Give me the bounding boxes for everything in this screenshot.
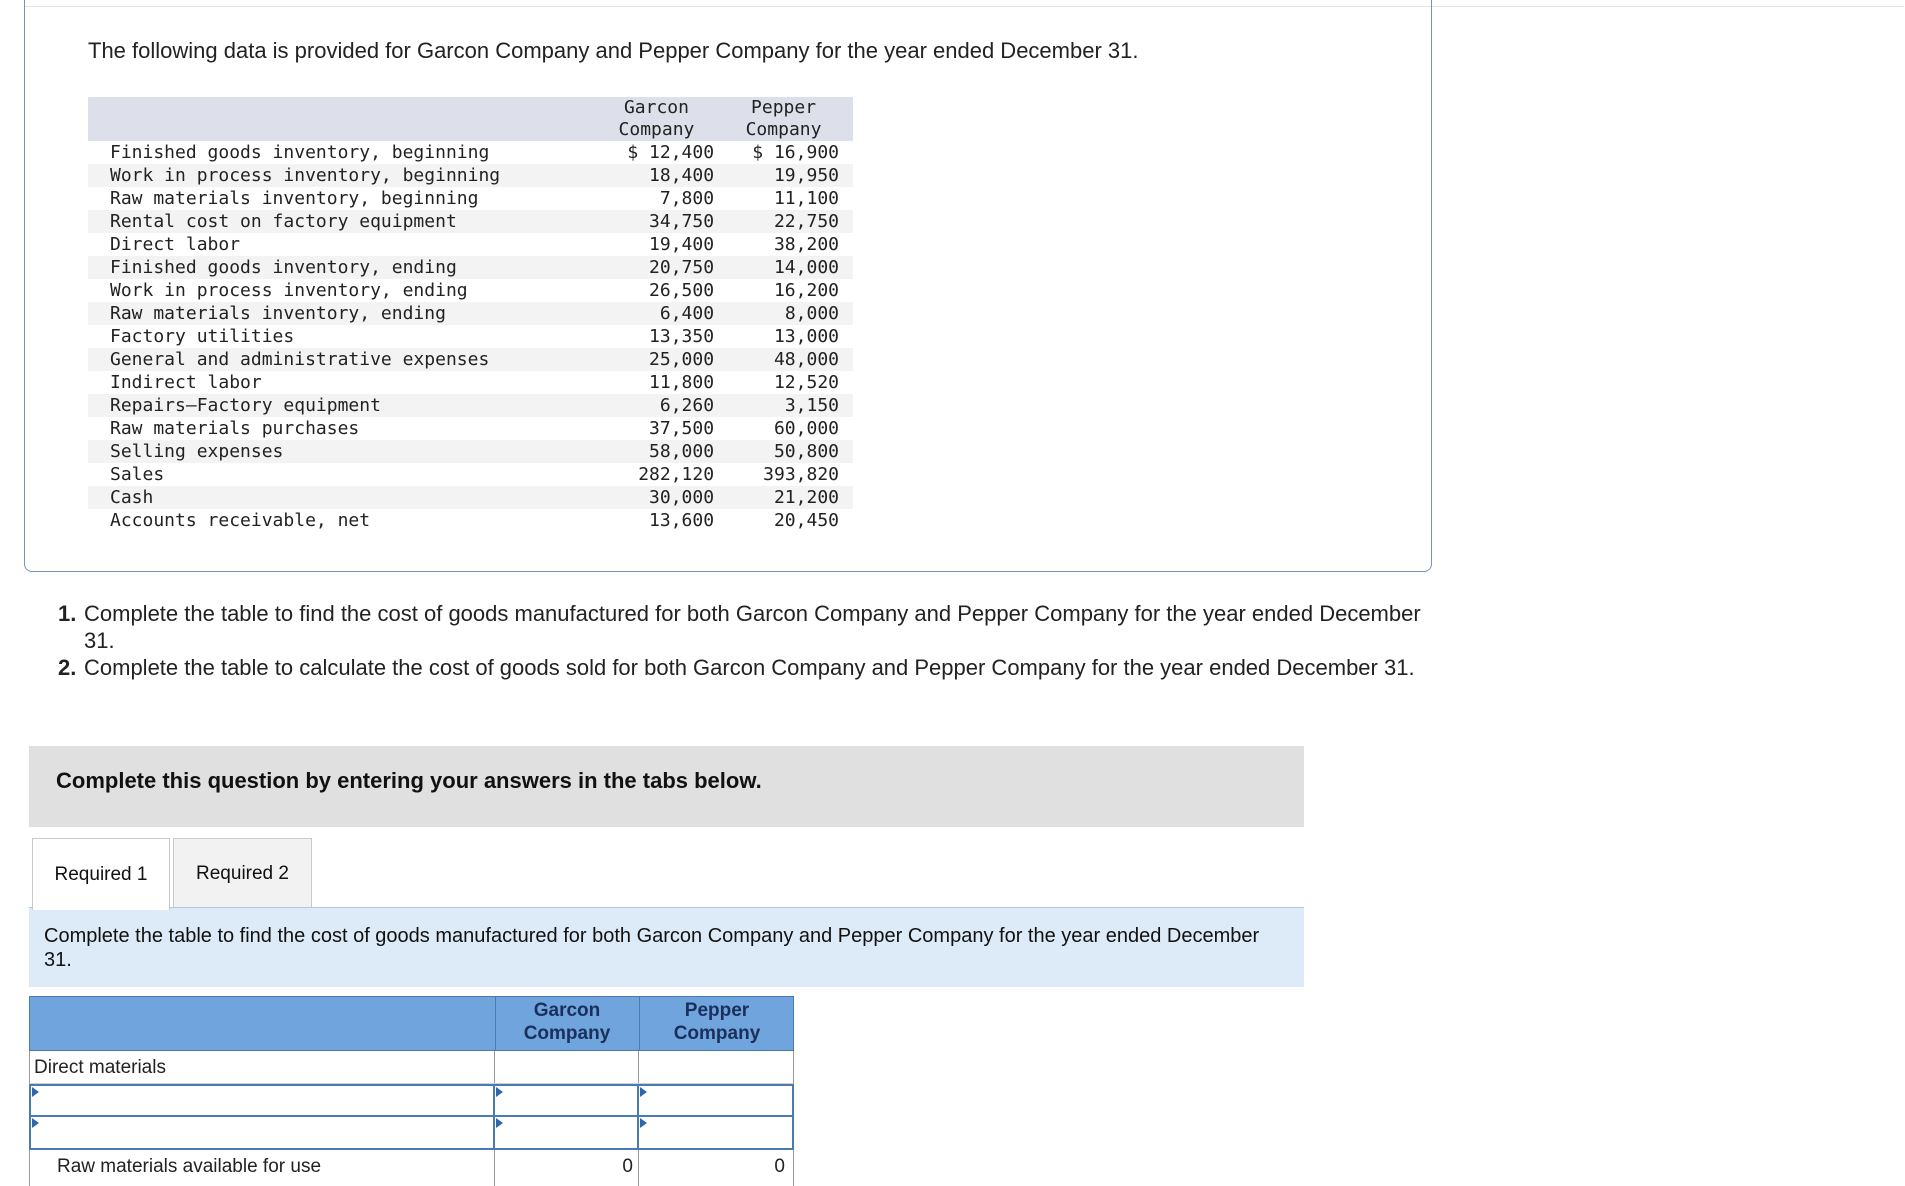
input-row-1 xyxy=(29,1084,794,1117)
row-pepper-value: 393,820 xyxy=(763,464,839,485)
instruction-text: Complete the table to calculate the cost of goods sold for both Garcon Company and Pepper Company for the year ended December 31. xyxy=(84,655,1415,680)
dropdown-marker-icon xyxy=(496,1118,503,1128)
prompt-bar-text: Complete this question by entering your answers in the tabs below. xyxy=(56,768,762,793)
row-label: Raw materials inventory, beginning xyxy=(110,188,479,209)
column-divider xyxy=(638,1051,639,1083)
row-label: Repairs—Factory equipment xyxy=(88,394,599,417)
total-label: Raw materials available for use xyxy=(57,1156,322,1177)
header-blank xyxy=(88,97,599,141)
row-label: Indirect labor xyxy=(110,372,262,393)
data-table-row xyxy=(88,440,853,463)
row-pepper-value: 8,000 xyxy=(714,302,853,325)
row-garcon-value: $ 12,400 xyxy=(627,142,715,163)
row-garcon-value: 7,800 xyxy=(659,188,715,209)
instruction-number: 2. xyxy=(58,655,77,680)
tab-required-1[interactable] xyxy=(32,838,170,910)
row-garcon-value: 13,350 xyxy=(649,326,715,347)
row-pepper-value: 38,200 xyxy=(773,234,839,255)
column-divider xyxy=(638,1150,639,1186)
data-table-row xyxy=(88,509,853,532)
header-garcon-line1: Garcon xyxy=(623,97,689,118)
data-table-row xyxy=(88,187,853,210)
section-label: Direct materials xyxy=(34,1057,166,1078)
row-pepper-value: 22,750 xyxy=(714,210,853,233)
row-pepper-value: 12,520 xyxy=(773,372,839,393)
row-label: Work in process inventory, beginning xyxy=(88,164,599,187)
row-pepper-value: 50,800 xyxy=(714,440,853,463)
input-label-cell[interactable] xyxy=(31,1117,493,1148)
row-label: Factory utilities xyxy=(110,326,295,347)
row-label: Rental cost on factory equipment xyxy=(88,210,599,233)
data-table-row xyxy=(88,141,853,164)
input-pepper-cell[interactable] xyxy=(639,1086,792,1115)
row-label: Finished goods inventory, beginning xyxy=(110,142,490,163)
row-label: Direct labor xyxy=(110,234,241,255)
header-pepper-line2: Company xyxy=(745,119,822,140)
header-garcon xyxy=(599,97,714,141)
instructions-list xyxy=(56,600,1436,681)
header-garcon-line2: Company xyxy=(618,119,695,140)
header-pepper-line1: Pepper xyxy=(751,97,817,118)
data-table-row xyxy=(88,210,853,233)
data-table-row xyxy=(88,348,853,371)
row-pepper-value: 48,000 xyxy=(714,348,853,371)
dropdown-marker-icon xyxy=(32,1087,39,1097)
tab-required-2[interactable] xyxy=(173,838,312,908)
instruction-item-2 xyxy=(56,654,1436,681)
row-label: Accounts receivable, net xyxy=(110,510,371,531)
answer-header-pepper: Pepper Company xyxy=(673,1000,761,1044)
row-garcon-value: 37,500 xyxy=(649,418,715,439)
row-pepper-value: 3,150 xyxy=(714,394,853,417)
input-row-2 xyxy=(29,1117,794,1150)
total-garcon-value: 0 xyxy=(622,1156,633,1177)
data-table-row xyxy=(88,302,853,325)
row-pepper-value: 11,100 xyxy=(773,188,839,209)
total-pepper-value: 0 xyxy=(774,1156,785,1177)
data-table-row xyxy=(88,463,853,486)
data-table-row xyxy=(88,394,853,417)
data-table-row xyxy=(88,233,853,256)
dropdown-marker-icon xyxy=(32,1118,39,1128)
row-label: Selling expenses xyxy=(88,440,599,463)
dropdown-marker-icon xyxy=(640,1087,647,1097)
header-pepper xyxy=(714,97,853,141)
input-garcon-cell[interactable] xyxy=(495,1117,637,1148)
data-table-row xyxy=(88,371,853,394)
row-garcon-value: 6,400 xyxy=(599,302,714,325)
tab-label: Required 1 xyxy=(54,863,148,885)
row-garcon-value: 30,000 xyxy=(599,486,714,509)
row-garcon-value: 13,600 xyxy=(649,510,715,531)
instruction-number: 1. xyxy=(58,601,77,626)
answer-header-garcon: Garcon Company xyxy=(523,1000,611,1044)
row-pepper-value: 60,000 xyxy=(773,418,839,439)
row-garcon-value: 25,000 xyxy=(599,348,714,371)
input-garcon-cell[interactable] xyxy=(495,1086,637,1115)
dropdown-marker-icon xyxy=(496,1087,503,1097)
data-table-row xyxy=(88,417,853,440)
intro-text: The following data is provided for Garcon Company and Pepper Company for the year ended December 31. xyxy=(88,38,1139,63)
row-garcon-value: 58,000 xyxy=(599,440,714,463)
column-divider xyxy=(494,1051,495,1083)
row-label: Work in process inventory, ending xyxy=(110,280,468,301)
data-table-row xyxy=(88,256,853,279)
section-row-direct-materials xyxy=(29,1051,794,1084)
total-row-raw-materials-available xyxy=(29,1150,794,1186)
tab-label: Required 2 xyxy=(196,862,289,884)
row-label: Raw materials inventory, ending xyxy=(88,302,599,325)
row-pepper-value: 14,000 xyxy=(714,256,853,279)
input-pepper-cell[interactable] xyxy=(639,1117,792,1148)
column-divider xyxy=(494,1150,495,1186)
tab-instruction: Complete the table to find the cost of goods manufactured for both Garcon Company and Pepper Company for the year ended December 31. xyxy=(29,908,1304,987)
row-pepper-value: $ 16,900 xyxy=(752,142,839,163)
row-garcon-value: 11,800 xyxy=(649,372,715,393)
data-table-row xyxy=(88,279,853,302)
row-pepper-value: 21,200 xyxy=(714,486,853,509)
answer-table xyxy=(29,996,794,1186)
row-garcon-value: 18,400 xyxy=(599,164,714,187)
row-label: General and administrative expenses xyxy=(88,348,599,371)
row-garcon-value: 20,750 xyxy=(599,256,714,279)
instruction-text: Complete the table to find the cost of goods manufactured for both Garcon Company and Pepper Company for the year ended December 31. xyxy=(84,601,1421,653)
row-pepper-value: 13,000 xyxy=(773,326,839,347)
answer-table-header xyxy=(29,996,794,1051)
row-garcon-value: 282,120 xyxy=(638,464,715,485)
row-label: Finished goods inventory, ending xyxy=(88,256,599,279)
data-table-row xyxy=(88,164,853,187)
instruction-item-1 xyxy=(56,600,1436,654)
data-table-row xyxy=(88,325,853,348)
row-garcon-value: 34,750 xyxy=(599,210,714,233)
row-pepper-value: 19,950 xyxy=(714,164,853,187)
row-garcon-value: 26,500 xyxy=(649,280,715,301)
row-garcon-value: 19,400 xyxy=(649,234,715,255)
prompt-bar xyxy=(29,746,1304,827)
data-table xyxy=(88,97,853,532)
row-garcon-value: 6,260 xyxy=(599,394,714,417)
row-pepper-value: 20,450 xyxy=(773,510,839,531)
data-table-row xyxy=(88,486,853,509)
row-pepper-value: 16,200 xyxy=(773,280,839,301)
dropdown-marker-icon xyxy=(640,1118,647,1128)
row-label: Raw materials purchases xyxy=(110,418,360,439)
row-label: Cash xyxy=(88,486,599,509)
data-table-header xyxy=(88,97,853,141)
input-label-cell[interactable] xyxy=(31,1086,493,1115)
row-label: Sales xyxy=(110,464,165,485)
